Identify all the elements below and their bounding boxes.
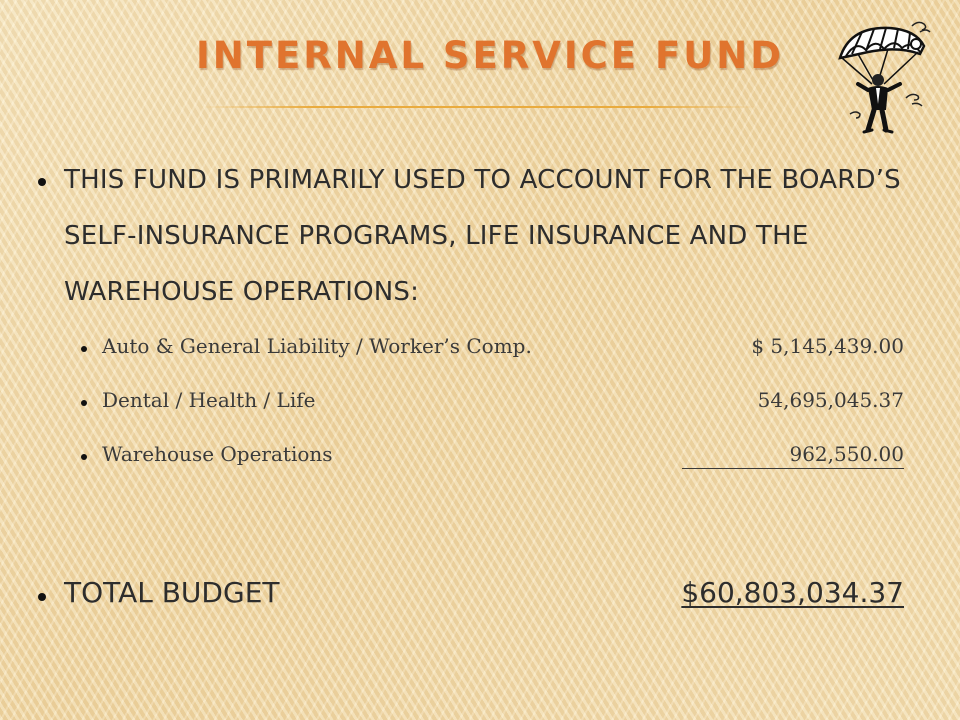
slide-title: INTERNAL SERVICE FUND [196,34,784,77]
bullet-marker [38,593,46,601]
total-budget-label: TOTAL BUDGET [64,576,280,609]
bullet-marker [81,454,87,460]
line-item-row [102,334,904,364]
bullet-marker [81,346,87,352]
line-item-label: Warehouse Operations [102,442,333,466]
line-item-amount: 962,550.00 [682,442,904,469]
line-item-label: Auto & General Liability / Worker’s Comp. [102,334,532,358]
fund-description: THIS FUND IS PRIMARILY USED TO ACCOUNT FOR THE BOARD’S SELF-INSURANCE PROGRAMS, LIFE INSURANCE AND THE WAREHOUSE OPERATIONS: [64,165,901,307]
bullet-marker [81,400,87,406]
parachute-businessman-icon [828,18,938,136]
total-budget-amount: $60,803,034.37 [681,576,904,609]
title-underline-rule [200,106,760,108]
bullet-marker [38,178,46,186]
line-item-row [102,442,904,472]
line-item-row [102,388,904,418]
line-item-amount: 54,695,045.37 [757,388,904,412]
line-item-amount: $ 5,145,439.00 [751,334,904,358]
line-item-label: Dental / Health / Life [102,388,316,412]
